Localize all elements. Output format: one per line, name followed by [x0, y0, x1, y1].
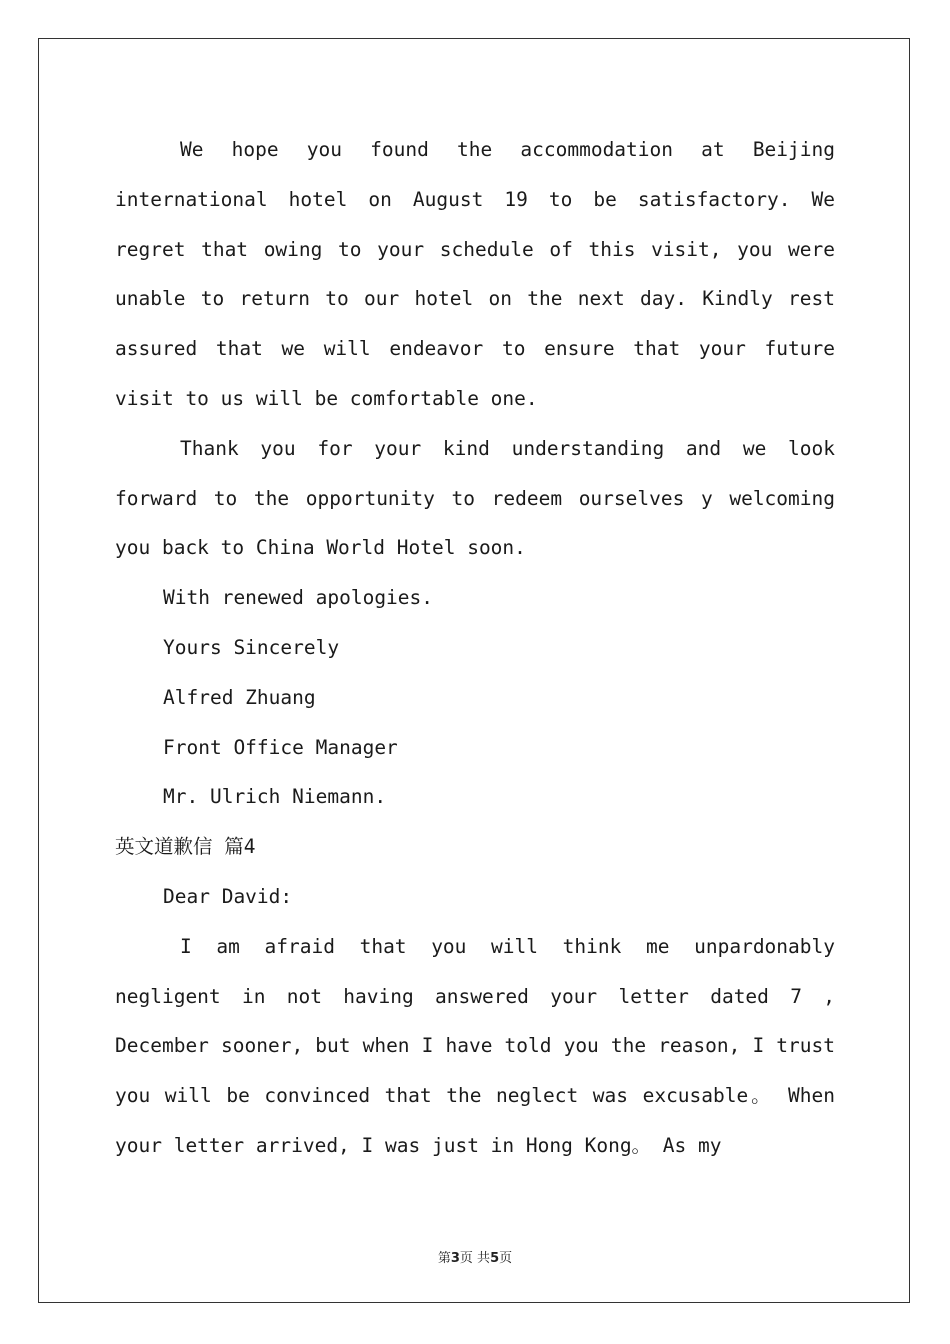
valediction: Yours Sincerely — [163, 635, 340, 659]
total-pages-number: 5 — [490, 1251, 500, 1266]
paragraph-2: Thank you for your kind understanding and we look forward to the opportunity to redeem ourselves y welcoming you back to China World Hotel soon. — [115, 436, 835, 560]
footer-middle: 页 共 — [459, 1251, 491, 1266]
salutation: Dear David: — [163, 884, 293, 908]
closing-line: With renewed apologies. — [163, 586, 434, 610]
recipient-name: Mr. Ulrich Niemann. — [163, 785, 387, 809]
current-page-number: 3 — [450, 1251, 460, 1266]
paragraph-3: I am afraid that you will think me unpardonably negligent in not having answered your letter dated 7 , December sooner, but when I have told you the reason, I trust you will be convinced that the neglect was excusable。 When your letter arrived, I was just in Hong Kong。 As my — [115, 934, 835, 1157]
footer-prefix: 第 — [437, 1251, 451, 1266]
document-body — [115, 125, 835, 1171]
paragraph-1: We hope you found the accommodation at Beijing international hotel on August 19 to be satisfactory. We regret that owing to your schedule of this visit, you were unable to return to our hotel on the next day. Kindly rest assured that we will endeavor to ensure that your future visit to us will be comfortable one. — [115, 138, 835, 410]
footer-suffix: 页 — [499, 1251, 513, 1266]
page-footer — [0, 1247, 950, 1266]
signer-title: Front Office Manager — [163, 735, 398, 759]
signer-name: Alfred Zhuang — [163, 685, 316, 709]
section-heading: 英文道歉信 篇4 — [115, 835, 256, 859]
